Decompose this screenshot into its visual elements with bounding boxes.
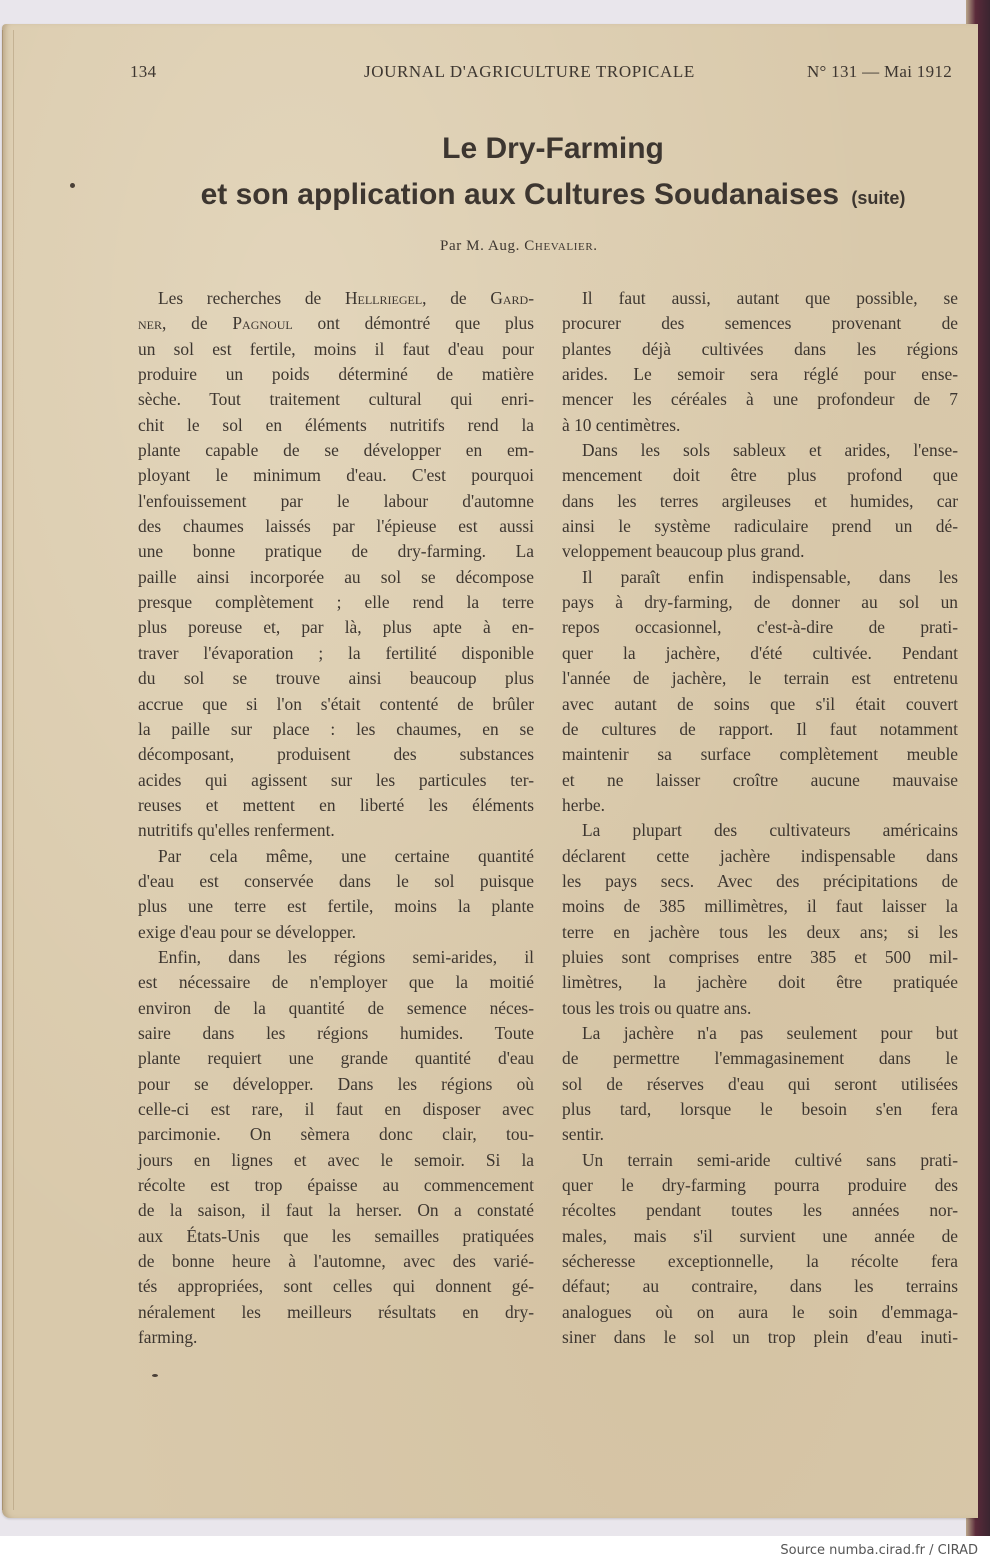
text-line: siner dans le sol un trop plein d'eau inuti-	[562, 1327, 958, 1348]
paragraph	[562, 438, 958, 565]
text-line: Les recherches de Hellriegel, de Gard-	[158, 288, 534, 308]
text-line: Il paraît enfin indispensable, dans les	[582, 566, 958, 587]
text-line: sécheresse exceptionnelle, la récolte fera	[562, 1251, 958, 1272]
text-line: d'eau est conservée dans le sol puisque	[138, 870, 534, 891]
text-line: parcimonie. On sèmera donc clair, tou-	[138, 1124, 534, 1145]
text-line: maintenir sa surface complètement meuble	[562, 744, 958, 765]
text-line: jours en lignes et avec le semoir. Si la	[138, 1149, 534, 1170]
text-line: pays à dry-farming, de donner au sol un	[562, 592, 958, 613]
text-line: farming.	[138, 1327, 198, 1348]
title-text: et son application aux Cultures Soudanaises	[200, 178, 840, 211]
text-line: ner, de Pagnoul ont démontré que plus	[138, 313, 534, 334]
paragraph	[562, 565, 958, 818]
text-line: chit le sol en éléments nutritifs rend la	[138, 414, 534, 435]
text-line: pour se développer. Dans les régions où	[138, 1073, 534, 1094]
text-line: de la saison, il faut la herser. On a constaté	[138, 1200, 534, 1221]
text-line: déclarent cette jachère indispensable dans	[562, 845, 958, 866]
text-line: males, mais s'il survient une année de	[562, 1225, 958, 1246]
text-line: accrue que si l'on s'était contenté de brûler	[138, 693, 534, 714]
text-line: du sol se trouve ainsi beaucoup plus	[138, 668, 534, 689]
text-line: repos occasionnel, c'est-à-dire de prati-	[562, 617, 958, 638]
text-line: limètres, la jachère doit être pratiquée	[562, 972, 958, 993]
text-line: un sol est fertile, moins il faut d'eau pour	[138, 338, 534, 359]
text-line: paille ainsi incorporée au sol se décompose	[138, 566, 534, 587]
text-line: exige d'eau pour se développer.	[138, 921, 357, 942]
text-line: néralement les meilleurs résultats en dry-	[138, 1301, 534, 1322]
text-line: de permettre l'emmagasinement dans le	[562, 1048, 958, 1069]
text-line: arides. Le semoir sera réglé pour ense-	[562, 364, 958, 385]
paragraph	[138, 844, 534, 945]
text-line: saire dans les régions humides. Toute	[138, 1022, 534, 1043]
text-line: aux États-Unis que les semailles pratiquées	[138, 1225, 534, 1246]
text-line: Dans les sols sableux et arides, l'ense-	[582, 440, 958, 461]
paragraph	[562, 286, 958, 438]
text-line: quer la jachère, d'été cultivée. Pendant	[562, 642, 958, 663]
text-line: mencement doit être plus profond que	[562, 465, 958, 486]
text-line: ainsi le système radiculaire prend un dé-	[562, 516, 958, 537]
text-line: est nécessaire de n'employer que la moitié	[138, 972, 534, 993]
text-line: une bonne pratique de dry-farming. La	[138, 541, 534, 562]
paragraph	[138, 286, 534, 844]
small-caps-name: ner	[138, 313, 162, 334]
text-line: terre en jachère tous les deux ans; si les	[562, 921, 958, 942]
byline-author: Chevalier.	[524, 238, 598, 254]
text-line: nutritifs qu'elles renferment.	[138, 820, 335, 841]
text-line: décomposant, produisent des substances	[138, 744, 534, 765]
paragraph	[138, 945, 534, 1351]
text-line: de cultures de rapport. Il faut notamment	[562, 718, 958, 739]
text-line: récoltes pendant toutes les années nor-	[562, 1200, 958, 1221]
text-line: presque complètement ; elle rend la terre	[138, 592, 534, 613]
small-caps-name: Pagnoul	[232, 313, 293, 334]
text-line: l'enfouissement par le labour d'automne	[138, 490, 534, 511]
paragraph	[562, 1148, 958, 1351]
text-line: pluies sont comprises entre 385 et 500 mil-	[562, 946, 958, 967]
text-line: reuses et mettent en liberté les éléments	[138, 794, 534, 815]
journal-title: JOURNAL D'AGRICULTURE TROPICALE	[364, 62, 695, 81]
text-line: mencer les céréales à une profondeur de 7	[562, 389, 958, 410]
text-line: Enfin, dans les régions semi-arides, il	[158, 946, 534, 967]
text-line: plus une terre est fertile, moins la plante	[138, 896, 534, 917]
text-line: les pays secs. Avec des précipitations de	[562, 870, 958, 891]
text-line: de bonne heure à l'automne, avec des varié-	[138, 1251, 534, 1272]
text-line: la paille sur place : les chaumes, en se	[138, 718, 534, 739]
right-column	[562, 286, 958, 1350]
text-line: tés appropriées, sont celles qui donnent gé-	[138, 1276, 534, 1297]
ink-speck	[152, 1374, 158, 1377]
text-line: produire un poids déterminé de matière	[138, 364, 534, 385]
text-line: avec autant de soins que s'il était couvert	[562, 693, 958, 714]
text-line: environ de la quantité de semence néces-	[138, 997, 534, 1018]
text-line: à 10 centimètres.	[562, 414, 681, 435]
page-stack-edge	[2, 30, 14, 1510]
text-line: plante requiert une grande quantité d'eau	[138, 1048, 534, 1069]
text-line: et ne laisser croître aucune mauvaise	[562, 769, 958, 790]
text-line: La jachère n'a pas seulement pour but	[582, 1022, 958, 1043]
text-line: dans les terres argileuses et humides, car	[562, 490, 958, 511]
small-caps-name: Hellriegel	[344, 288, 423, 308]
text-line: l'année de jachère, le terrain est entretenu	[562, 668, 958, 689]
text-line: procurer des semences provenant de	[562, 313, 958, 334]
text-line: moins de 385 millimètres, il faut laisser la	[562, 896, 958, 917]
text-line: plante capable de se développer en em-	[138, 440, 534, 461]
text-line: récolte est trop épaisse au commencement	[138, 1175, 534, 1196]
text-line: sèche. Tout traitement cultural qui enri-	[138, 389, 534, 410]
paragraph	[562, 1021, 958, 1148]
byline	[440, 238, 598, 255]
text-line: sentir.	[562, 1124, 605, 1145]
text-line: plus tard, lorsque le besoin s'en fera	[562, 1099, 958, 1119]
text-line: veloppement beaucoup plus grand.	[562, 541, 805, 562]
text-line: défaut; au contraire, dans les terrains	[562, 1276, 958, 1297]
text-line: herbe.	[562, 794, 605, 815]
text-line: quer le dry-farming pourra produire des	[562, 1175, 958, 1196]
text-line: acides qui agissent sur les particules ter-	[138, 769, 534, 790]
title-text: Le Dry-Farming	[442, 132, 664, 165]
small-caps-name: Gard-	[490, 288, 534, 308]
title-suffix: (suite)	[851, 188, 906, 208]
running-header	[130, 62, 952, 90]
text-line: des chaumes laissés par l'épieuse est aussi	[138, 516, 534, 537]
text-line: La plupart des cultivateurs américains	[582, 820, 958, 841]
byline-prefix: Par M. Aug.	[440, 238, 520, 254]
article-title-line-1	[58, 132, 990, 166]
page-number: 134	[130, 62, 157, 81]
issue-info: N° 131 — Mai 1912	[806, 62, 952, 81]
text-line: analogues où on aura le soin d'emmaga-	[562, 1301, 958, 1322]
article-title-line-2	[58, 178, 990, 212]
text-line: Un terrain semi-aride cultivé sans prati-	[582, 1149, 958, 1170]
text-line: sol de réserves d'eau qui seront utilisées	[562, 1073, 958, 1094]
text-line: Par cela même, une certaine quantité	[158, 845, 534, 866]
text-line: celle-ci est rare, il faut en disposer avec	[138, 1099, 534, 1119]
text-line: Il faut aussi, autant que possible, se	[582, 288, 958, 308]
text-line: plus poreuse et, par là, plus apte à en-	[138, 617, 534, 638]
text-line: plantes déjà cultivées dans les régions	[562, 338, 958, 359]
paragraph	[562, 818, 958, 1021]
text-line: tous les trois ou quatre ans.	[562, 997, 752, 1018]
source-credit: Source numba.cirad.fr / CIRAD	[780, 1543, 978, 1558]
left-column	[138, 286, 534, 1350]
ink-speck	[70, 183, 75, 188]
text-line: traver l'évaporation ; la fertilité disponible	[138, 642, 534, 663]
text-line: ployant le minimum d'eau. C'est pourquoi	[138, 465, 534, 486]
